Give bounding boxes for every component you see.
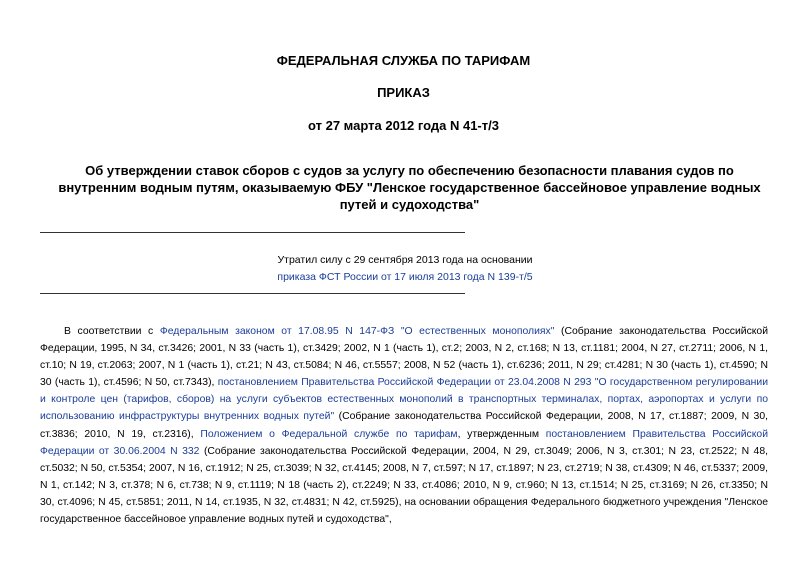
link-resolution-332[interactable]: постановлением Правительства Российской Федерации от 30.06.2004 N 332	[40, 428, 768, 457]
divider-bottom	[40, 293, 465, 294]
body-text-2: (Собрание законодательства Российской Федерации, 1995, N 34, ст.3426; 2001, N 33 (часть 1), ст.3429; 2002, N 1 (часть 1), ст.2; 2003, N 2, ст.168; N 13, ст.1181; 2004, N 27, ст.2711; 2006, N 1, ст.10; N 19, ст.2063; 2007, N 1 (часть 1), ст.21; N 43, ст.5084; N 46, ст.5557; 2008, N 52 (часть 1), ст.6236; 2011, N 29; ст.4281; N 30 (часть 1), ст.4590; N 30 (часть 1), ст.4596; N 50, ст.7343),	[40, 326, 769, 389]
link-fst-regulation[interactable]: Положением о Федеральной службе по тарифам	[200, 428, 458, 440]
link-resolution-293[interactable]: постановлением Правительства Российской Федерации от 23.04.2008 N 293 "О государственном регулировании и контроле цен (тарифов, сборов) на услуги субъектов естественных монополий в транспортных терминалах, портах, аэропортах и услуги по использованию инфраструктуры внутренних водных путей"	[40, 377, 768, 423]
repeal-notice: Утратил силу с 29 сентября 2013 года на основании	[277, 254, 533, 266]
body-paragraph	[40, 323, 768, 528]
repeal-order-link[interactable]: приказа ФСТ России от 17 июля 2013 года N 139-т/5	[277, 271, 533, 283]
agency-name: ФЕДЕРАЛЬНАЯ СЛУЖБА ПО ТАРИФАМ	[276, 53, 531, 68]
document-title: Об утверждении ставок сборов с судов за услугу по обеспечению безопасности плавания судов по внутренним водным путям, оказываемую ФБУ "Ленское государственное бассейновое управление водных путей и судоходства"	[58, 163, 761, 212]
document-type: ПРИКАЗ	[377, 85, 430, 100]
body-text-5: (Собрание законодательства Российской Федерации, 2004, N 29, ст.3049; 2006, N 3, ст.301; N 23, ст.2522; N 48, ст.5032; N 50, ст.5354; 2007, N 16, ст.1912; N 25, ст.3039; N 32, ст.4145; 2008, N 7, ст.597; N 17, ст.1897; N 23, ст.2719; N 38, ст.4309; N 46, ст.5337; 2009, N 1, ст.142; N 3, ст.378; N 6, ст.738; N 9, ст.1119; N 18 (часть 2), ст.2249; N 33, ст.4086; 2010, N 9, ст.960; N 13, ст.1514; N 25, ст.3169; N 26, ст.3350; N 30, ст.4096; N 45, ст.5851; 2011, N 14, ст.1935, N 32, ст.4831; N 42, ст.5925), на основании обращения Федерального бюджетного учреждения "Ленское государственное бассейновое управление водных путей и судоходства",	[40, 445, 768, 526]
document-date: от 27 марта 2012 года N 41-т/3	[308, 118, 499, 133]
link-monopoly-law[interactable]: Федеральным законом от 17.08.95 N 147-ФЗ "О естественных монополиях"	[159, 326, 555, 337]
divider-top	[40, 232, 465, 233]
body-text-3: (Собрание законодательства Российской Федерации, 2008, N 17, ст.1887; 2009, N 30, ст.3836; 2010, N 19, ст.2316),	[40, 411, 768, 440]
body-text-1: В соответствии с	[64, 326, 160, 337]
body-text-4: , утвержденным	[457, 428, 546, 440]
